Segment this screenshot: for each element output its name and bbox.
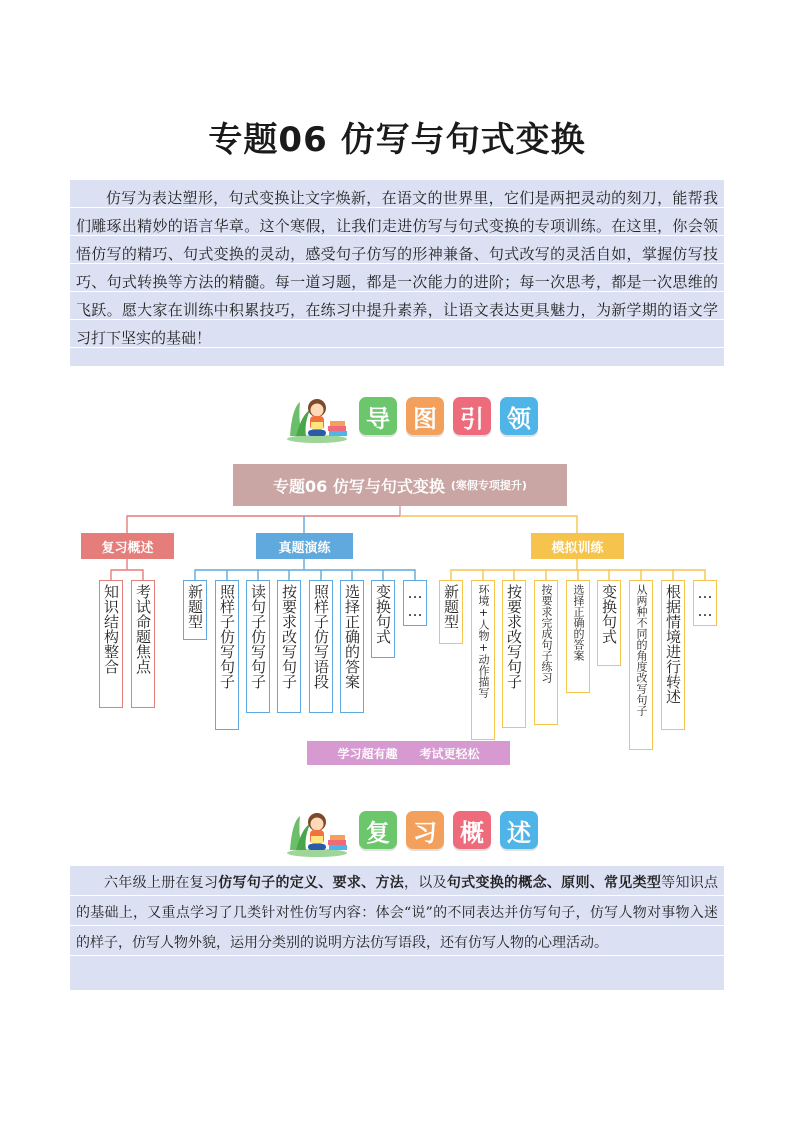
banner-char-1: 导: [359, 397, 397, 435]
leaf-blue-transform: 变换句式: [371, 580, 395, 658]
leaf-blue-imitate-paragraph: 照样子仿写语段: [309, 580, 333, 713]
leaf-blue-imitate-sentence: 照样子仿写句子: [215, 580, 239, 730]
leaf-yellow-new-type: 新题型: [439, 580, 463, 644]
review-box: [70, 866, 724, 990]
leaf-yellow-ellipsis: ……: [693, 580, 717, 626]
leaf-exam-focus: 考试命题焦点: [131, 580, 155, 708]
banner2-char-2: 习: [406, 811, 444, 849]
branch-mock-training: 模拟训练: [531, 533, 624, 559]
branch-real-exam: 真题演练: [256, 533, 353, 559]
banner2-char-1: 复: [359, 811, 397, 849]
leaf-yellow-choose: 选择正确的答案: [566, 580, 590, 693]
banner-char-3: 引: [453, 397, 491, 435]
page-title: 专题06 仿写与句式变换: [208, 120, 586, 160]
leaf-blue-read-imitate: 读句子仿写句子: [246, 580, 270, 713]
slogan-part-1: 学习超有趣: [337, 746, 398, 761]
review-text-3: 等知识点的基础上，又重点学习了几类针对性仿写内容：体会“说”的不同表达并仿写句子，仿写人物对事物入迷的样子，仿写人物外貌，运用分类别的说明方法仿写语段，还有仿写人物的心理活动。: [76, 875, 719, 951]
leaf-yellow-two-angles: 从两种不同的角度改写句子: [629, 580, 653, 750]
banner2-char-4: 述: [500, 811, 538, 849]
review-text-1: 六年级上册在复习: [104, 875, 219, 891]
review-bold-2: 句式变换的概念、原则、常见类型: [446, 875, 662, 891]
intro-paragraph: 仿写为表达塑形，句式变换让文字焕新，在语文的世界里，它们是两把灵动的刻刀，能帮我们雕琢出精妙的语言华章。这个寒假，让我们走进仿写与句式变换的专项训练。在这里，你会领悟仿写的精巧、句式变换的灵动，感受句子仿写的形神兼备、句式改写的灵活自如，掌握仿写技巧、句式转换等方法的精髓。每一道习题，都是一次能力的进阶；每一次思考，都是一次思维的飞跃。愿大家在训练中积累技巧，在练习中提升素养，让语文表达更具魅力，为新学期的语文学习打下坚实的基础！: [70, 180, 724, 356]
leaf-yellow-retell: 根据情境进行转述: [661, 580, 685, 730]
review-text-2: ，以及: [404, 875, 447, 891]
banner-char-4: 领: [500, 397, 538, 435]
leaf-knowledge-structure: 知识结构整合: [99, 580, 123, 708]
banner-char-2: 图: [406, 397, 444, 435]
review-bold-1: 仿写句子的定义、要求、方法: [218, 875, 405, 891]
mindmap-root-subtitle: (寒假专项提升): [450, 479, 527, 492]
leaf-yellow-transform: 变换句式: [597, 580, 621, 666]
slogan-part-2: 考试更轻松: [419, 746, 480, 761]
reading-girl-illustration: [284, 802, 350, 858]
mindmap-root-title: 专题06 仿写与句式变换: [273, 476, 445, 496]
banner2-char-3: 概: [453, 811, 491, 849]
leaf-blue-new-type: 新题型: [183, 580, 207, 640]
leaf-blue-rewrite: 按要求改写句子: [277, 580, 301, 713]
leaf-yellow-rewrite: 按要求改写句子: [502, 580, 526, 728]
leaf-blue-choose-answer: 选择正确的答案: [340, 580, 364, 713]
branch-review: 复习概述: [81, 533, 174, 559]
leaf-yellow-description: 环境+人物+动作描写: [471, 580, 495, 740]
leaf-yellow-complete: 按要求完成句子练习: [534, 580, 558, 725]
mindmap-root: [233, 464, 567, 506]
review-paragraph: [70, 866, 724, 960]
mindmap-slogan: [307, 741, 510, 765]
banner-review: [284, 800, 538, 860]
leaf-blue-ellipsis: ……: [403, 580, 427, 626]
